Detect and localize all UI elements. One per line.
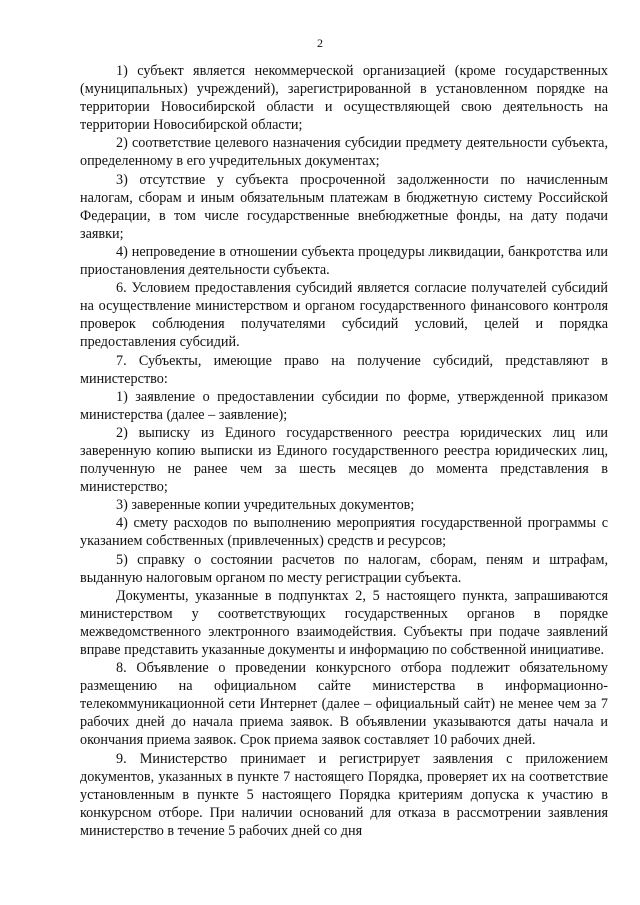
paragraph: 6. Условием предоставления субсидий является согласие получателей субсидий на осуществление министерством и органом государственного финансового контроля проверок соблюдения получателями субсидий условий, целей и порядка предоставления субсидий.	[80, 280, 608, 351]
paragraph: 5) справку о состоянии расчетов по налогам, сборам, пеням и штрафам, выданную налоговым органом по месту регистрации субъекта.	[80, 551, 608, 586]
paragraph: 1) заявление о предоставлении субсидии по форме, утвержденной приказом министерства (далее – заявление);	[80, 388, 608, 423]
paragraph: 3) отсутствие у субъекта просроченной задолженности по начисленным налогам, сборам и иным обязательным платежам в бюджетную систему Российской Федерации, в том числе государственные внебюджетные фонды, на дату подачи заявки;	[80, 171, 608, 242]
paragraph: 3) заверенные копии учредительных документов;	[116, 497, 415, 514]
paragraph: 9. Министерство принимает и регистрирует заявления с приложением документов, указанных в пункте 7 настоящего Порядка, проверяет их на соответствие установленным в пункте 5 настоящего Порядка критериям допуска к участию в конкурсном отборе. При наличии оснований для отказа в рассмотрении заявления министерство в течение 5 рабочих дней со дня	[80, 750, 608, 839]
paragraph: 4) непроведение в отношении субъекта процедуры ликвидации, банкротства или приостановления деятельности субъекта.	[80, 243, 608, 279]
paragraph: 7. Субъекты, имеющие право на получение субсидий, представляют в министерство:	[80, 352, 608, 387]
page-number: 2	[317, 36, 323, 50]
paragraph: 2) выписку из Единого государственного реестра юридических лиц или заверенную копию выписки из Единого государственного реестра юридических лиц, полученную не ранее чем за шесть месяцев до момента представления в министерство;	[80, 424, 608, 496]
paragraph: Документы, указанные в подпунктах 2, 5 настоящего пункта, запрашиваются министерством у соответствующих государственных органов в порядке межведомственного электронного взаимодействия. Субъекты при подаче заявлений вправе представить указанные документы и информацию по собственной инициативе.	[80, 587, 608, 658]
paragraph: 8. Объявление о проведении конкурсного отбора подлежит обязательному размещению на официальном сайте министерства в информационно-телекоммуникационной сети Интернет (далее – официальный сайт) не менее чем за 7 рабочих дней до начала приема заявок. В объявлении указываются даты начала и окончания приема заявок. Срок приема заявок составляет 10 рабочих дней.	[80, 660, 608, 749]
paragraph: 2) соответствие целевого назначения субсидии предмету деятельности субъекта, определенному в его учредительных документах;	[80, 135, 608, 170]
document-body	[80, 62, 608, 840]
paragraph: 4) смету расходов по выполнению мероприятия государственной программы с указанием собственных (привлеченных) средств и ресурсов;	[80, 515, 608, 550]
paragraph: 1) субъект является некоммерческой организацией (кроме государственных (муниципальных) учреждений), зарегистрированной в установленном порядке на территории Новосибирской области и осуществляющей свою деятельность на территории Новосибирской области;	[80, 63, 608, 134]
